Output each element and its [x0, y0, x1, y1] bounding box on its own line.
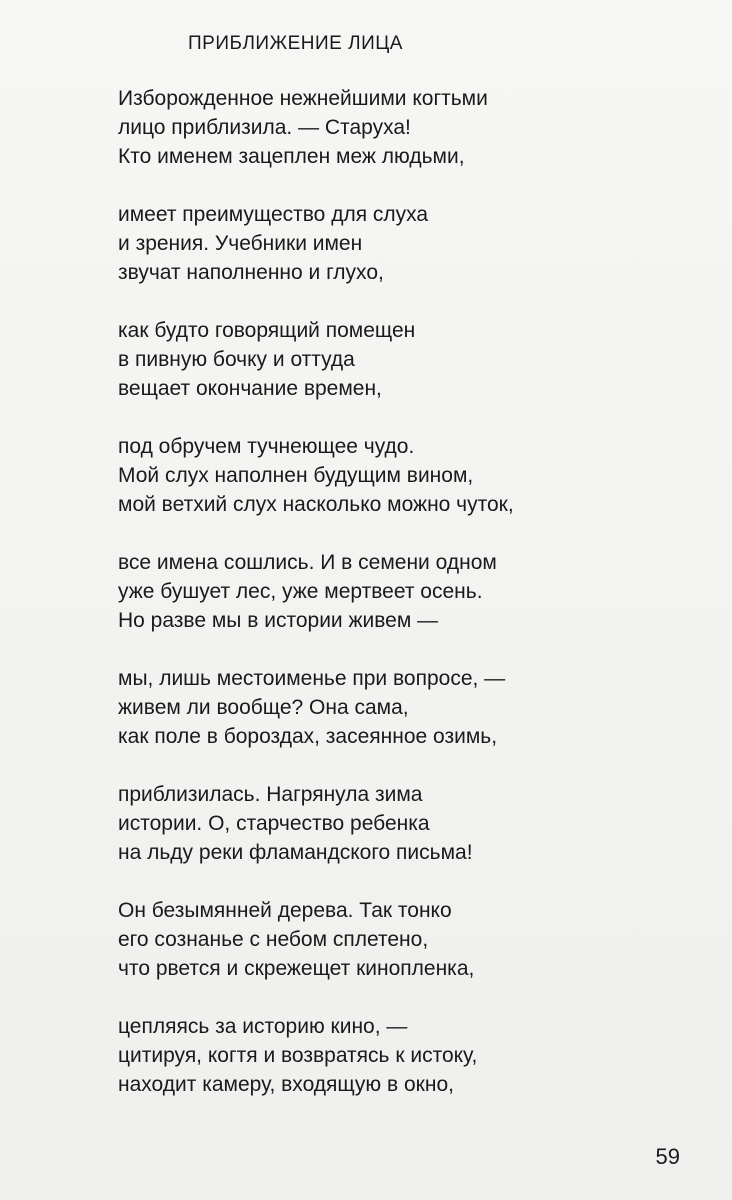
poem-line: звучат наполненно и глухо, — [118, 261, 384, 284]
poem-line: цитируя, когтя и возвратясь к истоку, — [118, 1044, 478, 1067]
poem-line: Изборожденное нежнейшими когтьми — [118, 87, 488, 110]
stanza — [118, 432, 638, 519]
poem-line: живем ли вообще? Она сама, — [118, 696, 409, 719]
poem-line: мой ветхий слух насколько можно чуток, — [118, 493, 514, 516]
poem-line: Он безымянней дерева. Так тонко — [118, 899, 452, 922]
poem-line: находит камеру, входящую в окно, — [118, 1073, 454, 1096]
poem-line: что рвется и скрежещет кинопленка, — [118, 957, 475, 980]
poem-line: все имена сошлись. И в семени одном — [118, 551, 497, 574]
poem-line: мы, лишь местоименье при вопросе, — — [118, 667, 506, 690]
poem-line: лицо приблизила. — Старуха! — [118, 116, 411, 139]
poem-line: цепляясь за историю кино, — — [118, 1015, 408, 1038]
poem-line: его сознанье с небом сплетено, — [118, 928, 429, 951]
poem-line: как будто говорящий помещен — [118, 319, 416, 342]
stanza — [118, 780, 638, 867]
poem-body — [118, 84, 638, 1128]
poem-line: как поле в бороздах, засеянное озимь, — [118, 725, 498, 748]
poem-line: и зрения. Учебники имен — [118, 232, 363, 255]
poem-line: имеет преимущество для слуха — [118, 203, 429, 226]
poem-line: в пивную бочку и оттуда — [118, 348, 355, 371]
poem-line: Кто именем зацеплен меж людьми, — [118, 145, 465, 168]
poem-line: Мой слух наполнен будущим вином, — [118, 464, 474, 487]
poem-line: приблизилась. Нагрянула зима — [118, 783, 423, 806]
page-number: 59 — [655, 1144, 680, 1169]
stanza — [118, 548, 638, 635]
stanza — [118, 896, 638, 983]
poem-line: Но разве мы в истории живем — — [118, 609, 439, 632]
stanza — [118, 200, 638, 287]
stanza — [118, 664, 638, 751]
poem-line: уже бушует лес, уже мертвеет осень. — [118, 580, 483, 603]
poem-line: вещает окончание времен, — [118, 377, 382, 400]
stanza — [118, 1012, 638, 1099]
poem-line: на льду реки фламандского письма! — [118, 841, 473, 864]
stanza — [118, 316, 638, 403]
poem-line: под обручем тучнеющее чудо. — [118, 435, 415, 458]
poem-line: истории. О, старчество ребенка — [118, 812, 430, 835]
stanza — [118, 84, 638, 171]
poem-title: ПРИБЛИЖЕНИЕ ЛИЦА — [188, 33, 403, 54]
